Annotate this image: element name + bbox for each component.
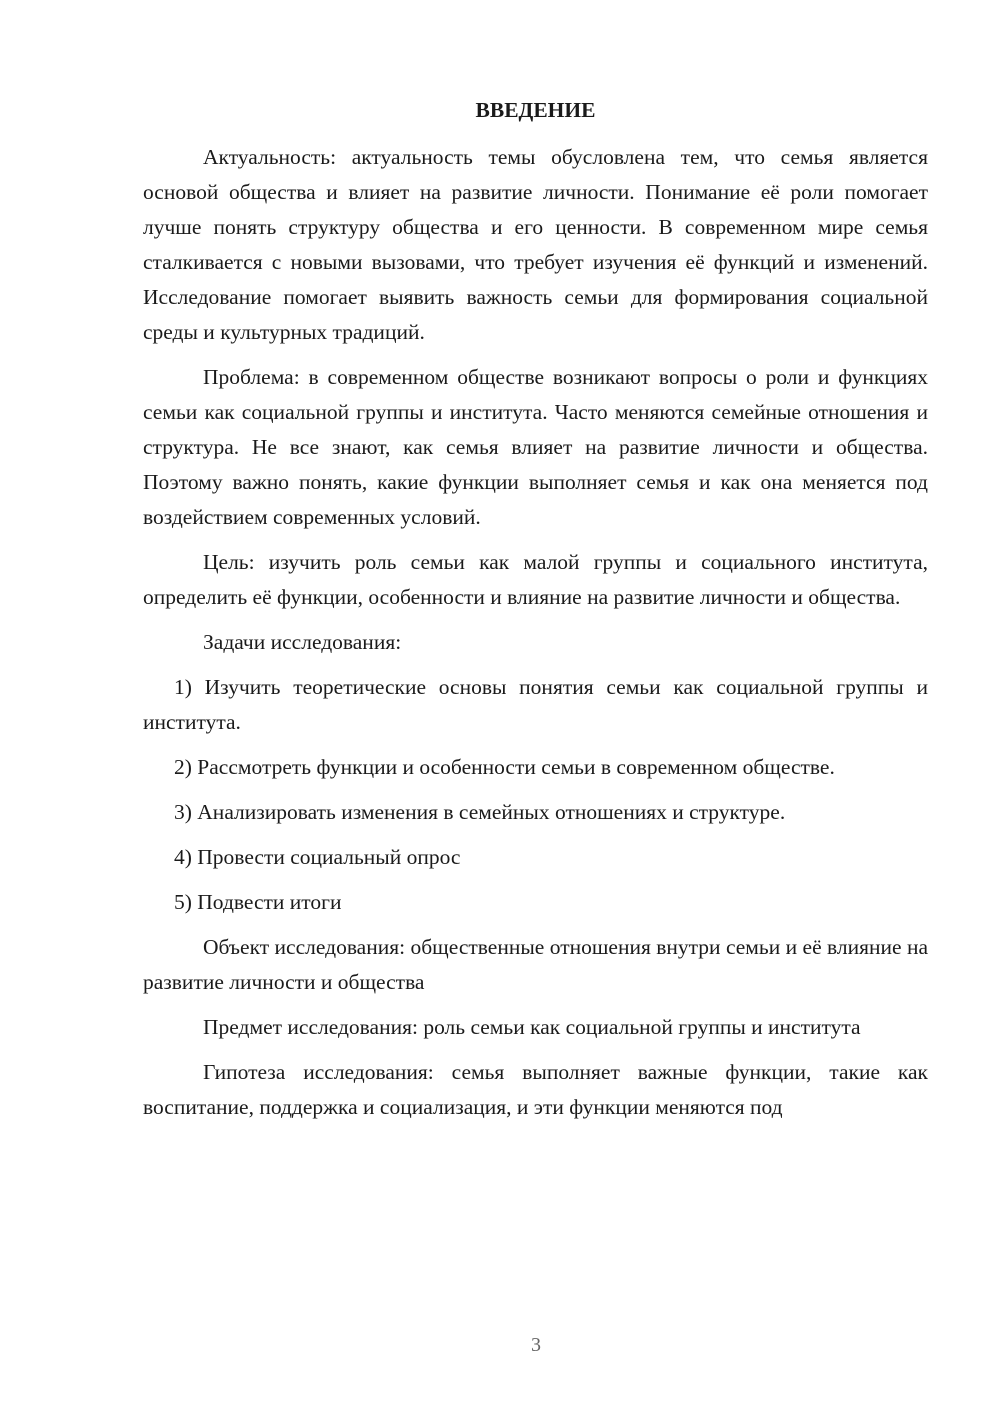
task-item: 2) Рассмотреть функции и особенности семьи в современном обществе.	[174, 755, 835, 779]
page-number: 3	[531, 1334, 541, 1356]
paragraph-goal: Цель: изучить роль семьи как малой группы и социального института, определить её функции, особенности и влияние на развитие личности и общества.	[143, 550, 928, 609]
paragraph-hypothesis: Гипотеза исследования: семья выполняет важные функции, такие как воспитание, поддержка и социализация, и эти функции меняются под	[143, 1060, 928, 1119]
task-item: 5) Подвести итоги	[174, 890, 342, 914]
paragraph-object: Объект исследования: общественные отношения внутри семьи и её влияние на развитие личности и общества	[143, 935, 928, 994]
paragraph-subject: Предмет исследования: роль семьи как социальной группы и института	[203, 1015, 861, 1039]
task-item: 4) Провести социальный опрос	[174, 845, 461, 869]
task-item: 3) Анализировать изменения в семейных отношениях и структуре.	[174, 800, 786, 824]
paragraph-relevance: Актуальность: актуальность темы обусловлена тем, что семья является основой общества и влияет на развитие личности. Понимание её роли помогает лучше понять структуру общества и его ценности. В современном мире семья сталкивается с новыми вызовами, что требует изучения её функций и изменений. Исследование помогает выявить важность семьи для формирования социальной среды и культурных традиций.	[143, 145, 928, 344]
section-title: ВВЕДЕНИЕ	[475, 98, 596, 122]
task-item: 1) Изучить теоретические основы понятия семьи как социальной группы и института.	[143, 675, 928, 734]
paragraph-problem: Проблема: в современном обществе возникают вопросы о роли и функциях семьи как социальной группы и института. Часто меняются семейные отношения и структура. Не все знают, как семья влияет на развитие личности и общества. Поэтому важно понять, какие функции выполняет семья и как она меняется под воздействием современных условий.	[143, 365, 928, 529]
document-body	[143, 93, 928, 1135]
paragraph-tasks-heading: Задачи исследования:	[203, 630, 402, 654]
